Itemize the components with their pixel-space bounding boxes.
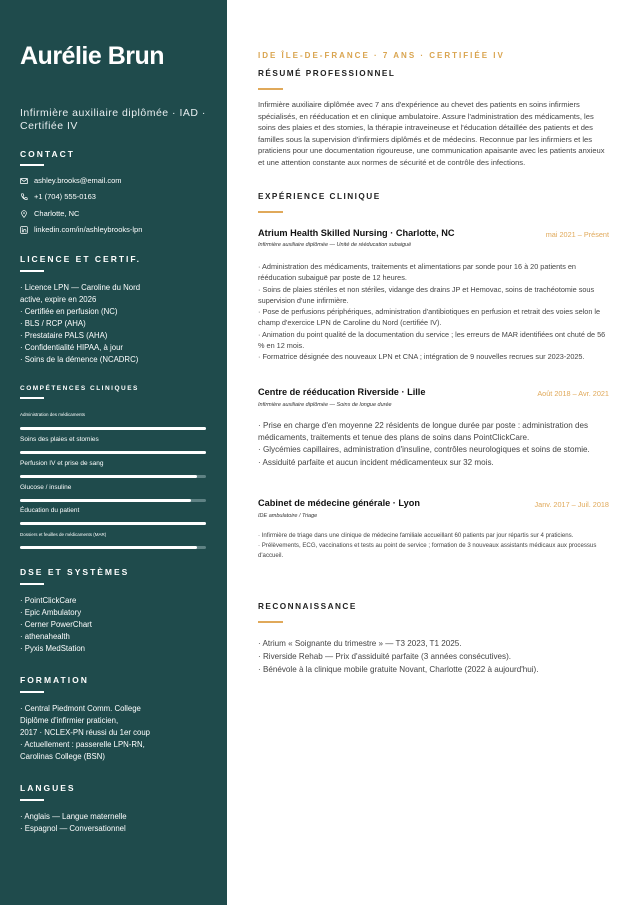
job-bullets [258, 261, 610, 363]
skill-label: Glucose / insuline [20, 484, 72, 491]
education-rule [20, 691, 44, 693]
languages-heading: LANGUES [20, 783, 76, 793]
licence-item: · BLS / RCP (AHA) [20, 319, 86, 328]
job-title: Cabinet de médecine générale · Lyon [258, 498, 421, 508]
skills-rule [20, 397, 44, 399]
header-tagline: IDE ÎLE-DE-FRANCE · 7 ANS · CERTIFIÉE IV [258, 51, 505, 60]
job-bullet: · Prise en charge d'en moyenne 22 résidents de longue durée par poste : administration des médicaments, traitements et tenue des plans de soins dans PointClickCare. [258, 421, 588, 443]
contact-location-row [20, 209, 79, 218]
licence-item: · Certifiée en perfusion (NC) [20, 307, 118, 316]
job-bullet: · Prélèvements, ECG, vaccinations et tests au point de service ; formation de 3 nouveaux assistants médicaux aux processus d'accueil. [258, 541, 597, 559]
licence-item: · Prestataire PALS (AHA) [20, 331, 108, 340]
job-bullet: · Animation du point qualité de la documentation du service ; les erreurs de MAR identifiées ont chuté de 56 % en 12 mois. [258, 329, 606, 351]
skill-bar [20, 546, 206, 549]
job-date: mai 2021 – Présent [545, 230, 609, 239]
job-title: Centre de rééducation Riverside · Lille [258, 387, 426, 397]
skill-label: Éducation du patient [20, 507, 80, 514]
job-date: Août 2018 – Avr. 2021 [537, 389, 609, 398]
languages-rule [20, 799, 44, 801]
licence-item: · Confidentialité HIPAA, à jour [20, 343, 123, 352]
system-item: · Pyxis MedStation [20, 644, 85, 653]
contact-rule [20, 164, 44, 166]
job-title: Atrium Health Skilled Nursing · Charlotte, NC [258, 228, 455, 238]
contact-email[interactable]: ashley.brooks@email.com [34, 176, 122, 185]
skill-label: Administration des médicaments [20, 412, 86, 417]
skill-label: Soins des plaies et stomies [20, 436, 99, 443]
licence-item: active, expire en 2026 [20, 295, 97, 304]
job-bullets [258, 531, 610, 560]
education-item: 2017 · NCLEX-PN réussi du 1er coup [20, 728, 151, 737]
system-item: · Cerner PowerChart [20, 620, 92, 629]
skill-bar-fill [20, 522, 206, 525]
job-bullet: · Formatrice désignée des nouveaux LPN et CNA ; intégration de 9 nouvelles recrues sur 2023-2025. [258, 352, 585, 362]
job-subtitle: IDE ambulatoire / Triage [258, 513, 318, 519]
skill-label: Perfusion IV et prise de sang [20, 460, 104, 467]
contact-linkedin-row[interactable] [20, 225, 142, 234]
licences-heading: LICENCE ET CERTIF. [20, 254, 142, 264]
skill-bar-fill [20, 546, 197, 549]
job-subtitle: Infirmière auxiliaire diplômée — Soins de longue durée [258, 402, 392, 408]
contact-linkedin[interactable]: linkedin.com/in/ashleybrooks-lpn [34, 225, 143, 234]
skill-label: Dossiers et feuilles de médicaments (MAR) [20, 532, 107, 537]
skill-bar-fill [20, 451, 206, 454]
licence-item: · Soins de la démence (NCADRC) [20, 355, 139, 364]
experience-heading: EXPÉRIENCE CLINIQUE [258, 192, 381, 201]
phone-icon [20, 193, 28, 201]
summary-text: Infirmière auxiliaire diplômée avec 7 ans d'expérience au chevet des patients en soins infirmiers spécialisés, en rééducation et en clinique ambulatoire. Assure l'administration des médicaments, les soins des plaies et des stomies, la thérapie intraveineuse et l'éducation détaillée des patients et des familles sous la supervision d'infirmiers diplômés et de médecins. Reconnue par les infirmiers et les praticiens pour une documentation rigoureuse, une communication apaisante avec les patients anxieux et une attention constante aux normes de sécurité et de contrôle des infections. [258, 100, 605, 167]
contact-email-row[interactable] [20, 176, 122, 185]
language-item: · Anglais — Langue maternelle [20, 812, 127, 821]
skill-bar [20, 427, 206, 430]
education-item: · Central Piedmont Comm. College [20, 704, 141, 713]
education-item: Diplôme d'infirmier praticien, [20, 716, 119, 725]
education-item: Carolinas College (BSN) [20, 752, 105, 761]
job-bullet: · Glycémies capillaires, administration d'insuline, contrôles neurologiques et soins de stomie. [258, 445, 590, 455]
recognition-rule [258, 621, 283, 623]
licence-item: · Licence LPN — Caroline du Nord [20, 283, 141, 292]
education-heading: FORMATION [20, 675, 89, 685]
system-item: · PointClickCare [20, 596, 77, 605]
linkedin-icon [20, 226, 28, 234]
system-item: · athenahealth [20, 632, 70, 641]
candidate-name: Aurélie Brun [20, 42, 165, 70]
skill-bar [20, 475, 206, 478]
system-item: · Epic Ambulatory [20, 608, 82, 617]
recognition-item: · Atrium « Soignante du trimestre » — T3 2023, T1 2025. [258, 639, 462, 648]
experience-rule [258, 211, 283, 213]
contact-phone[interactable]: +1 (704) 555-0163 [34, 192, 96, 201]
mail-icon [20, 177, 28, 185]
job-subtitle: Infirmière auxiliaire diplômée — Unité de rééducation subaiguë [258, 242, 412, 248]
skill-bar [20, 522, 206, 525]
contact-heading: CONTACT [20, 149, 75, 159]
skill-bar-fill [20, 499, 191, 502]
recognition-item: · Bénévole à la clinique mobile gratuite Novant, Charlotte (2022 à aujourd'hui). [258, 665, 539, 675]
licences-rule [20, 270, 44, 272]
education-item: · Actuellement : passerelle LPN-RN, [20, 740, 145, 749]
summary-rule [258, 88, 283, 90]
candidate-subtitle: Infirmière auxiliaire diplômée · IAD · Certifiée IV [20, 107, 206, 132]
systems-heading: DSE ET SYSTÈMES [20, 567, 130, 577]
skill-bar [20, 499, 206, 502]
contact-phone-row[interactable] [20, 192, 96, 201]
language-item: · Espagnol — Conversationnel [20, 824, 126, 833]
job-bullet: · Administration des médicaments, traitements et alimentations par sonde pour 16 à 20 patients en rééducation subaiguë par poste de 12 heures. [258, 262, 576, 283]
recognition-list [258, 637, 610, 676]
job-bullet: · Infirmière de triage dans une clinique de médecine familiale accueillant 60 patients par jour répartis sur 4 praticiens. [258, 532, 574, 539]
job-date: Janv. 2017 – Juil. 2018 [534, 500, 609, 509]
location-pin-icon [20, 210, 28, 218]
systems-rule [20, 583, 44, 585]
recognition-heading: RECONNAISSANCE [258, 602, 357, 611]
skill-bar-fill [20, 475, 197, 478]
summary-heading: RÉSUMÉ PROFESSIONNEL [258, 69, 396, 78]
skill-bar [20, 451, 206, 454]
recognition-item: · Riverside Rehab — Prix d'assiduité parfaite (3 années consécutives). [258, 652, 512, 662]
job-bullet: · Assiduité parfaite et aucun incident médicamenteux sur 32 mois. [258, 457, 494, 467]
skill-bar-fill [20, 427, 206, 430]
contact-location: Charlotte, NC [34, 209, 80, 218]
job-bullet: · Soins de plaies stériles et non stériles, vidange des drains JP et Hemovac, soins de trachéotomie sous supervision d'une infirmière. [258, 284, 595, 305]
skills-heading: COMPÉTENCES CLINIQUES [20, 385, 139, 392]
sidebar [0, 0, 227, 905]
job-bullets [258, 420, 610, 469]
job-bullet: · Pose de perfusions périphériques, administration d'antibiotiques en perfusion et retrait des voies selon le champ d'exercice LPN de Caroline du Nord (certifiée IV). [258, 307, 601, 328]
